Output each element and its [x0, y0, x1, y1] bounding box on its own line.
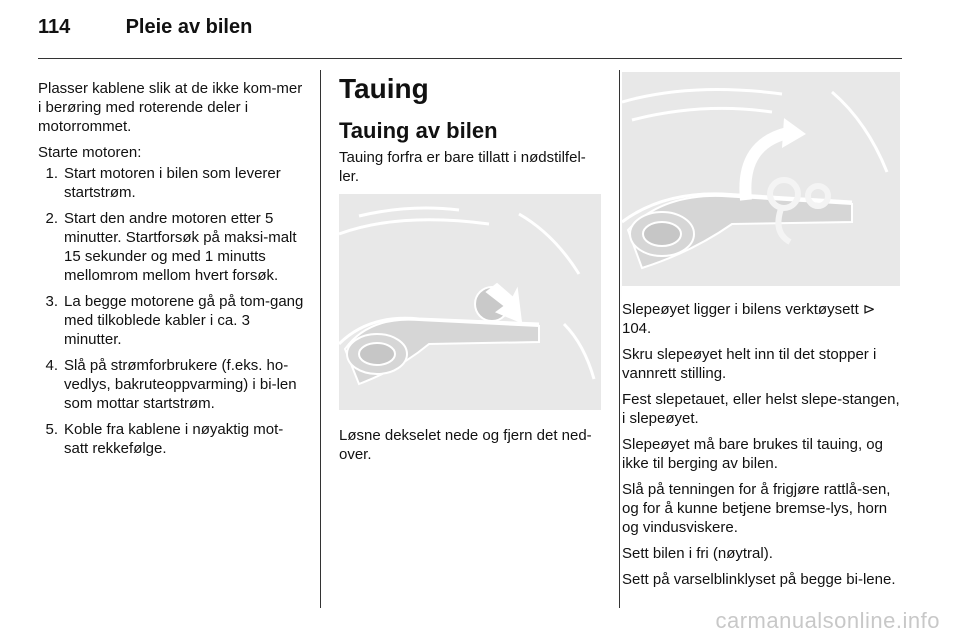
page-header [38, 16, 252, 39]
start-engine-label: Starte motoren: [38, 144, 142, 161]
list-number: 2. [45, 210, 58, 227]
list-item [38, 209, 306, 285]
column-divider-2 [619, 70, 620, 608]
list-number: 3. [45, 293, 58, 310]
list-item-text: Start motoren i bilen som leverer startstrøm. [64, 165, 281, 201]
page-title: Pleie av bilen [125, 16, 253, 38]
cover-removal-caption: Løsne dekselet nede og fjern det ned-over. [339, 427, 592, 463]
list-item-text: Start den andre motoren etter 5 minutter. Startforsøk på maksi-malt 15 sekunder og med 1 minutts mellomrom mellom hvert forsøk. [64, 210, 297, 284]
list-item [38, 356, 306, 413]
cable-intro-text: Plasser kablene slik at de ikke kom-mer i berøring med roterende deler i motorrommet. [38, 80, 303, 135]
instruction-text: Fest slepetauet, eller helst slepe-stangen, i slepeøyet. [622, 391, 900, 427]
instruction-text: Slepeøyet ligger i bilens verktøysett ⊳ 104. [622, 301, 876, 337]
list-item-text: La begge motorene gå på tom-gang med tilkoblede kabler i ca. 3 minutter. [64, 293, 304, 348]
cover-removal-illustration [339, 194, 601, 410]
list-item [38, 420, 306, 458]
tow-eye-illustration [622, 72, 900, 286]
instruction-text: Skru slepeøyet helt inn til det stopper i vannrett stilling. [622, 346, 877, 382]
watermark: carmanualsonline.info [715, 608, 940, 633]
instruction-text: Sett bilen i fri (nøytral). [622, 545, 773, 562]
list-item [38, 292, 306, 349]
towing-intro-text: Tauing forfra er bare tillatt i nødstilfel-ler. [339, 149, 586, 185]
page-number: 114 [38, 16, 71, 38]
instruction-text: Slepeøyet må bare brukes til tauing, og ikke til berging av bilen. [622, 436, 883, 472]
list-item-text: Koble fra kablene i nøyaktig mot-satt rekkefølge. [64, 421, 284, 457]
column-divider-1 [320, 70, 321, 608]
list-item [38, 164, 306, 202]
list-item-text: Slå på strømforbrukere (f.eks. ho-vedlys, bakruteoppvarming) i bi-len som mottar startstrøm. [64, 357, 297, 412]
list-number: 5. [45, 421, 58, 438]
column-middle [339, 72, 601, 471]
start-steps-list [38, 164, 306, 458]
list-number: 1. [45, 165, 58, 182]
list-number: 4. [45, 357, 58, 374]
column-right [622, 72, 904, 596]
instruction-text: Sett på varselblinklyset på begge bi-lene. [622, 571, 896, 588]
section-heading: Tauing [339, 73, 429, 104]
header-rule [38, 58, 902, 59]
column-left [38, 79, 306, 465]
instruction-text: Slå på tenningen for å frigjøre rattlå-sen, og for å kunne betjene bremse-lys, horn og vindusviskere. [622, 481, 891, 536]
section-subheading: Tauing av bilen [339, 118, 498, 143]
